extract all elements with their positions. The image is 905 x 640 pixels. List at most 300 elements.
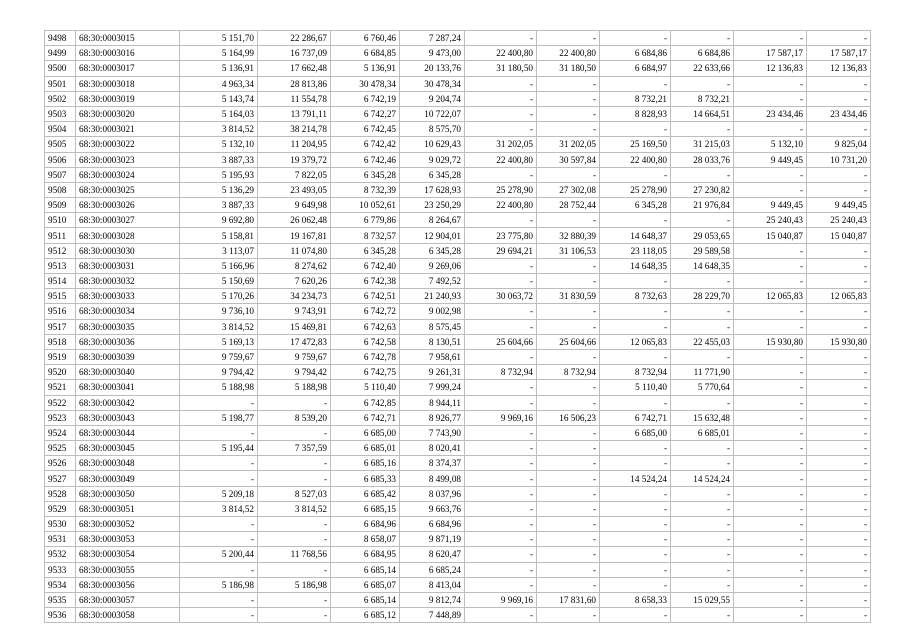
value-cell: 15 040,87: [807, 228, 871, 243]
row-id-cell: 9501: [45, 76, 76, 91]
value-cell: 11 771,90: [671, 365, 734, 380]
value-cell: -: [671, 517, 734, 532]
value-cell: -: [465, 91, 537, 106]
value-cell: 5 770,64: [671, 380, 734, 395]
value-cell: -: [734, 258, 807, 273]
value-cell: 14 648,37: [600, 228, 671, 243]
value-cell: -: [465, 304, 537, 319]
table-body: [45, 31, 871, 623]
value-cell: 22 400,80: [465, 152, 537, 167]
cadastral-number-cell: 68:30:0003020: [76, 106, 180, 121]
value-cell: 8 130,51: [400, 334, 465, 349]
value-cell: -: [465, 258, 537, 273]
value-cell: -: [465, 380, 537, 395]
value-cell: 8 413,04: [400, 577, 465, 592]
row-id-cell: 9499: [45, 46, 76, 61]
table-row: [45, 198, 871, 213]
table-row: [45, 532, 871, 547]
value-cell: 7 958,61: [400, 349, 465, 364]
row-id-cell: 9536: [45, 608, 76, 623]
value-cell: -: [807, 31, 871, 46]
value-cell: 14 648,35: [671, 258, 734, 273]
value-cell: 11 768,56: [258, 547, 331, 562]
value-cell: 5 195,44: [180, 441, 258, 456]
value-cell: -: [671, 562, 734, 577]
value-cell: -: [465, 167, 537, 182]
value-cell: 3 814,52: [258, 501, 331, 516]
row-id-cell: 9534: [45, 577, 76, 592]
value-cell: -: [537, 532, 600, 547]
value-cell: -: [537, 122, 600, 137]
value-cell: -: [734, 76, 807, 91]
value-cell: 6 345,28: [331, 243, 400, 258]
value-cell: 20 133,76: [400, 61, 465, 76]
value-cell: 26 062,48: [258, 213, 331, 228]
cadastral-number-cell: 68:30:0003056: [76, 577, 180, 592]
value-cell: -: [734, 122, 807, 137]
value-cell: -: [537, 501, 600, 516]
value-cell: -: [600, 304, 671, 319]
value-cell: -: [600, 562, 671, 577]
row-id-cell: 9522: [45, 395, 76, 410]
value-cell: 25 604,66: [465, 334, 537, 349]
value-cell: -: [600, 122, 671, 137]
value-cell: -: [600, 31, 671, 46]
value-cell: 38 214,78: [258, 122, 331, 137]
value-cell: 23 118,05: [600, 243, 671, 258]
value-cell: -: [734, 380, 807, 395]
value-cell: 9 871,19: [400, 532, 465, 547]
value-cell: -: [465, 547, 537, 562]
value-cell: 9 261,31: [400, 365, 465, 380]
row-id-cell: 9528: [45, 486, 76, 501]
cadastral-number-cell: 68:30:0003039: [76, 349, 180, 364]
row-id-cell: 9512: [45, 243, 76, 258]
value-cell: -: [807, 182, 871, 197]
table-row: [45, 395, 871, 410]
value-cell: 5 170,26: [180, 289, 258, 304]
table-row: [45, 31, 871, 46]
value-cell: 6 742,58: [331, 334, 400, 349]
row-id-cell: 9533: [45, 562, 76, 577]
value-cell: 28 813,86: [258, 76, 331, 91]
value-cell: 5 200,44: [180, 547, 258, 562]
row-id-cell: 9526: [45, 456, 76, 471]
value-cell: -: [807, 608, 871, 623]
row-id-cell: 9517: [45, 319, 76, 334]
value-cell: -: [600, 608, 671, 623]
cadastral-number-cell: 68:30:0003035: [76, 319, 180, 334]
value-cell: -: [465, 441, 537, 456]
value-cell: -: [671, 167, 734, 182]
value-cell: -: [734, 410, 807, 425]
row-id-cell: 9505: [45, 137, 76, 152]
value-cell: 5 132,10: [734, 137, 807, 152]
value-cell: 6 742,38: [331, 274, 400, 289]
value-cell: 9 812,74: [400, 592, 465, 607]
value-cell: 9 449,45: [807, 198, 871, 213]
value-cell: -: [600, 456, 671, 471]
value-cell: 28 752,44: [537, 198, 600, 213]
value-cell: -: [465, 577, 537, 592]
value-cell: 5 136,29: [180, 182, 258, 197]
value-cell: 8 658,07: [331, 532, 400, 547]
value-cell: 6 742,72: [331, 304, 400, 319]
value-cell: -: [537, 517, 600, 532]
value-cell: -: [258, 456, 331, 471]
value-cell: 15 930,80: [734, 334, 807, 349]
value-cell: -: [537, 258, 600, 273]
table-row: [45, 76, 871, 91]
value-cell: 6 742,63: [331, 319, 400, 334]
value-cell: 14 648,35: [600, 258, 671, 273]
value-cell: 22 400,80: [600, 152, 671, 167]
value-cell: -: [465, 31, 537, 46]
value-cell: 6 742,40: [331, 258, 400, 273]
row-id-cell: 9530: [45, 517, 76, 532]
value-cell: 6 685,14: [331, 562, 400, 577]
value-cell: 5 198,77: [180, 410, 258, 425]
value-cell: 5 136,91: [331, 61, 400, 76]
row-id-cell: 9524: [45, 425, 76, 440]
value-cell: 5 110,40: [331, 380, 400, 395]
value-cell: -: [537, 319, 600, 334]
value-cell: 17 831,60: [537, 592, 600, 607]
value-cell: 15 930,80: [807, 334, 871, 349]
value-cell: -: [807, 517, 871, 532]
value-cell: -: [734, 365, 807, 380]
value-cell: 12 904,01: [400, 228, 465, 243]
value-cell: 6 742,45: [331, 122, 400, 137]
value-cell: 8 732,63: [600, 289, 671, 304]
value-cell: -: [807, 486, 871, 501]
table-row: [45, 289, 871, 304]
cadastral-number-cell: 68:30:0003050: [76, 486, 180, 501]
value-cell: -: [465, 213, 537, 228]
value-cell: 8 828,93: [600, 106, 671, 121]
value-cell: -: [465, 425, 537, 440]
value-cell: 25 604,66: [537, 334, 600, 349]
row-id-cell: 9502: [45, 91, 76, 106]
value-cell: 11 204,95: [258, 137, 331, 152]
value-cell: 9 029,72: [400, 152, 465, 167]
value-cell: 6 742,75: [331, 365, 400, 380]
value-cell: -: [537, 76, 600, 91]
value-cell: -: [600, 441, 671, 456]
value-cell: -: [537, 106, 600, 121]
value-cell: 9 473,00: [400, 46, 465, 61]
value-cell: 23 493,05: [258, 182, 331, 197]
value-cell: 23 434,46: [807, 106, 871, 121]
value-cell: -: [807, 274, 871, 289]
row-id-cell: 9527: [45, 471, 76, 486]
value-cell: 12 136,83: [807, 61, 871, 76]
value-cell: 13 791,11: [258, 106, 331, 121]
table-row: [45, 152, 871, 167]
value-cell: -: [734, 91, 807, 106]
value-cell: 5 164,99: [180, 46, 258, 61]
row-id-cell: 9504: [45, 122, 76, 137]
value-cell: 6 742,85: [331, 395, 400, 410]
value-cell: -: [734, 349, 807, 364]
value-cell: -: [734, 577, 807, 592]
table-row: [45, 380, 871, 395]
table-row: [45, 547, 871, 562]
value-cell: -: [537, 349, 600, 364]
value-cell: -: [600, 349, 671, 364]
value-cell: 12 136,83: [734, 61, 807, 76]
value-cell: -: [671, 501, 734, 516]
value-cell: -: [734, 441, 807, 456]
value-cell: -: [807, 243, 871, 258]
table-row: [45, 456, 871, 471]
value-cell: 21 976,84: [671, 198, 734, 213]
value-cell: -: [465, 608, 537, 623]
value-cell: -: [807, 395, 871, 410]
row-id-cell: 9520: [45, 365, 76, 380]
value-cell: 6 345,28: [600, 198, 671, 213]
row-id-cell: 9500: [45, 61, 76, 76]
value-cell: -: [734, 517, 807, 532]
value-cell: 6 685,01: [671, 425, 734, 440]
value-cell: -: [734, 182, 807, 197]
value-cell: 6 742,19: [331, 91, 400, 106]
value-cell: -: [258, 592, 331, 607]
value-cell: 27 230,82: [671, 182, 734, 197]
value-cell: -: [671, 304, 734, 319]
value-cell: 8 732,21: [671, 91, 734, 106]
value-cell: 21 240,93: [400, 289, 465, 304]
table-row: [45, 91, 871, 106]
value-cell: 6 684,96: [400, 517, 465, 532]
row-id-cell: 9503: [45, 106, 76, 121]
table-row: [45, 213, 871, 228]
table-row: [45, 319, 871, 334]
value-cell: 9 743,91: [258, 304, 331, 319]
value-cell: 9 759,67: [180, 349, 258, 364]
value-cell: 3 814,52: [180, 122, 258, 137]
value-cell: 3 814,52: [180, 319, 258, 334]
value-cell: -: [600, 319, 671, 334]
value-cell: -: [807, 547, 871, 562]
value-cell: 9 449,45: [734, 198, 807, 213]
value-cell: 17 587,17: [734, 46, 807, 61]
value-cell: 25 240,43: [734, 213, 807, 228]
value-cell: 12 065,83: [807, 289, 871, 304]
cadastral-number-cell: 68:30:0003054: [76, 547, 180, 562]
value-cell: 5 209,18: [180, 486, 258, 501]
value-cell: 6 779,86: [331, 213, 400, 228]
value-cell: -: [180, 592, 258, 607]
value-cell: 5 188,98: [180, 380, 258, 395]
table-row: [45, 501, 871, 516]
value-cell: 14 524,24: [671, 471, 734, 486]
value-cell: 6 685,16: [331, 456, 400, 471]
value-cell: 7 287,24: [400, 31, 465, 46]
value-cell: 6 685,14: [331, 592, 400, 607]
value-cell: 31 106,53: [537, 243, 600, 258]
value-cell: 8 926,77: [400, 410, 465, 425]
value-cell: 9 692,80: [180, 213, 258, 228]
value-cell: 12 065,83: [734, 289, 807, 304]
value-cell: -: [180, 517, 258, 532]
value-cell: 9 449,45: [734, 152, 807, 167]
value-cell: 8 620,47: [400, 547, 465, 562]
value-cell: 6 684,85: [331, 46, 400, 61]
table-row: [45, 471, 871, 486]
value-cell: -: [465, 486, 537, 501]
value-cell: 8 732,94: [537, 365, 600, 380]
data-table: [44, 30, 871, 623]
value-cell: -: [537, 471, 600, 486]
value-cell: -: [465, 471, 537, 486]
row-id-cell: 9509: [45, 198, 76, 213]
value-cell: 6 684,95: [331, 547, 400, 562]
value-cell: 6 345,28: [331, 167, 400, 182]
row-id-cell: 9515: [45, 289, 76, 304]
value-cell: 8 499,08: [400, 471, 465, 486]
value-cell: -: [807, 365, 871, 380]
cadastral-number-cell: 68:30:0003040: [76, 365, 180, 380]
value-cell: 5 132,10: [180, 137, 258, 152]
value-cell: -: [671, 486, 734, 501]
value-cell: 10 722,07: [400, 106, 465, 121]
cadastral-number-cell: 68:30:0003052: [76, 517, 180, 532]
value-cell: -: [600, 486, 671, 501]
value-cell: 7 448,89: [400, 608, 465, 623]
row-id-cell: 9507: [45, 167, 76, 182]
table-row: [45, 608, 871, 623]
table-row: [45, 410, 871, 425]
value-cell: 25 169,50: [600, 137, 671, 152]
value-cell: 6 685,07: [331, 577, 400, 592]
value-cell: 22 400,80: [537, 46, 600, 61]
value-cell: 7 743,90: [400, 425, 465, 440]
value-cell: 6 742,46: [331, 152, 400, 167]
value-cell: -: [600, 501, 671, 516]
row-id-cell: 9511: [45, 228, 76, 243]
value-cell: 17 587,17: [807, 46, 871, 61]
table-row: [45, 425, 871, 440]
cadastral-number-cell: 68:30:0003044: [76, 425, 180, 440]
value-cell: 31 180,50: [465, 61, 537, 76]
value-cell: -: [258, 425, 331, 440]
value-cell: -: [537, 167, 600, 182]
value-cell: 29 694,21: [465, 243, 537, 258]
value-cell: 8 575,70: [400, 122, 465, 137]
value-cell: 15 040,87: [734, 228, 807, 243]
value-cell: -: [807, 410, 871, 425]
row-id-cell: 9519: [45, 349, 76, 364]
value-cell: 16 737,09: [258, 46, 331, 61]
value-cell: 25 278,90: [465, 182, 537, 197]
cadastral-number-cell: 68:30:0003017: [76, 61, 180, 76]
value-cell: -: [180, 562, 258, 577]
value-cell: -: [807, 562, 871, 577]
value-cell: 9 002,98: [400, 304, 465, 319]
value-cell: -: [600, 213, 671, 228]
table-row: [45, 122, 871, 137]
value-cell: -: [465, 106, 537, 121]
value-cell: 19 167,81: [258, 228, 331, 243]
value-cell: -: [807, 167, 871, 182]
value-cell: -: [807, 91, 871, 106]
value-cell: 9 794,42: [180, 365, 258, 380]
cadastral-number-cell: 68:30:0003027: [76, 213, 180, 228]
value-cell: 31 830,59: [537, 289, 600, 304]
value-cell: -: [537, 562, 600, 577]
value-cell: -: [537, 577, 600, 592]
table-row: [45, 517, 871, 532]
cadastral-number-cell: 68:30:0003016: [76, 46, 180, 61]
value-cell: 6 742,27: [331, 106, 400, 121]
value-cell: -: [537, 31, 600, 46]
value-cell: 30 063,72: [465, 289, 537, 304]
value-cell: -: [537, 456, 600, 471]
table-row: [45, 486, 871, 501]
value-cell: -: [807, 349, 871, 364]
value-cell: 8 264,67: [400, 213, 465, 228]
value-cell: -: [537, 608, 600, 623]
cadastral-number-cell: 68:30:0003030: [76, 243, 180, 258]
value-cell: 17 628,93: [400, 182, 465, 197]
value-cell: -: [807, 122, 871, 137]
cadastral-number-cell: 68:30:0003041: [76, 380, 180, 395]
value-cell: 5 110,40: [600, 380, 671, 395]
value-cell: 12 065,83: [600, 334, 671, 349]
value-cell: 5 164,03: [180, 106, 258, 121]
table-row: [45, 592, 871, 607]
value-cell: 6 345,28: [400, 243, 465, 258]
value-cell: 6 760,46: [331, 31, 400, 46]
value-cell: 8 944,11: [400, 395, 465, 410]
table-row: [45, 46, 871, 61]
value-cell: 11 554,78: [258, 91, 331, 106]
value-cell: 31 180,50: [537, 61, 600, 76]
value-cell: 5 166,96: [180, 258, 258, 273]
cadastral-number-cell: 68:30:0003021: [76, 122, 180, 137]
value-cell: -: [465, 517, 537, 532]
value-cell: 8 037,96: [400, 486, 465, 501]
row-id-cell: 9535: [45, 592, 76, 607]
cadastral-number-cell: 68:30:0003034: [76, 304, 180, 319]
value-cell: 6 685,00: [331, 425, 400, 440]
cadastral-number-cell: 68:30:0003036: [76, 334, 180, 349]
table-row: [45, 304, 871, 319]
value-cell: 5 195,93: [180, 167, 258, 182]
cadastral-number-cell: 68:30:0003028: [76, 228, 180, 243]
value-cell: 8 732,21: [600, 91, 671, 106]
value-cell: -: [807, 380, 871, 395]
value-cell: -: [807, 456, 871, 471]
value-cell: 9 759,67: [258, 349, 331, 364]
value-cell: -: [807, 441, 871, 456]
table-row: [45, 349, 871, 364]
value-cell: -: [537, 395, 600, 410]
value-cell: 9 969,16: [465, 592, 537, 607]
value-cell: -: [807, 304, 871, 319]
value-cell: -: [600, 517, 671, 532]
value-cell: 7 999,24: [400, 380, 465, 395]
cadastral-number-cell: 68:30:0003033: [76, 289, 180, 304]
value-cell: 16 506,23: [537, 410, 600, 425]
value-cell: -: [807, 425, 871, 440]
value-cell: 3 887,33: [180, 198, 258, 213]
value-cell: -: [465, 395, 537, 410]
table-row: [45, 274, 871, 289]
value-cell: -: [600, 547, 671, 562]
value-cell: 6 685,24: [400, 562, 465, 577]
